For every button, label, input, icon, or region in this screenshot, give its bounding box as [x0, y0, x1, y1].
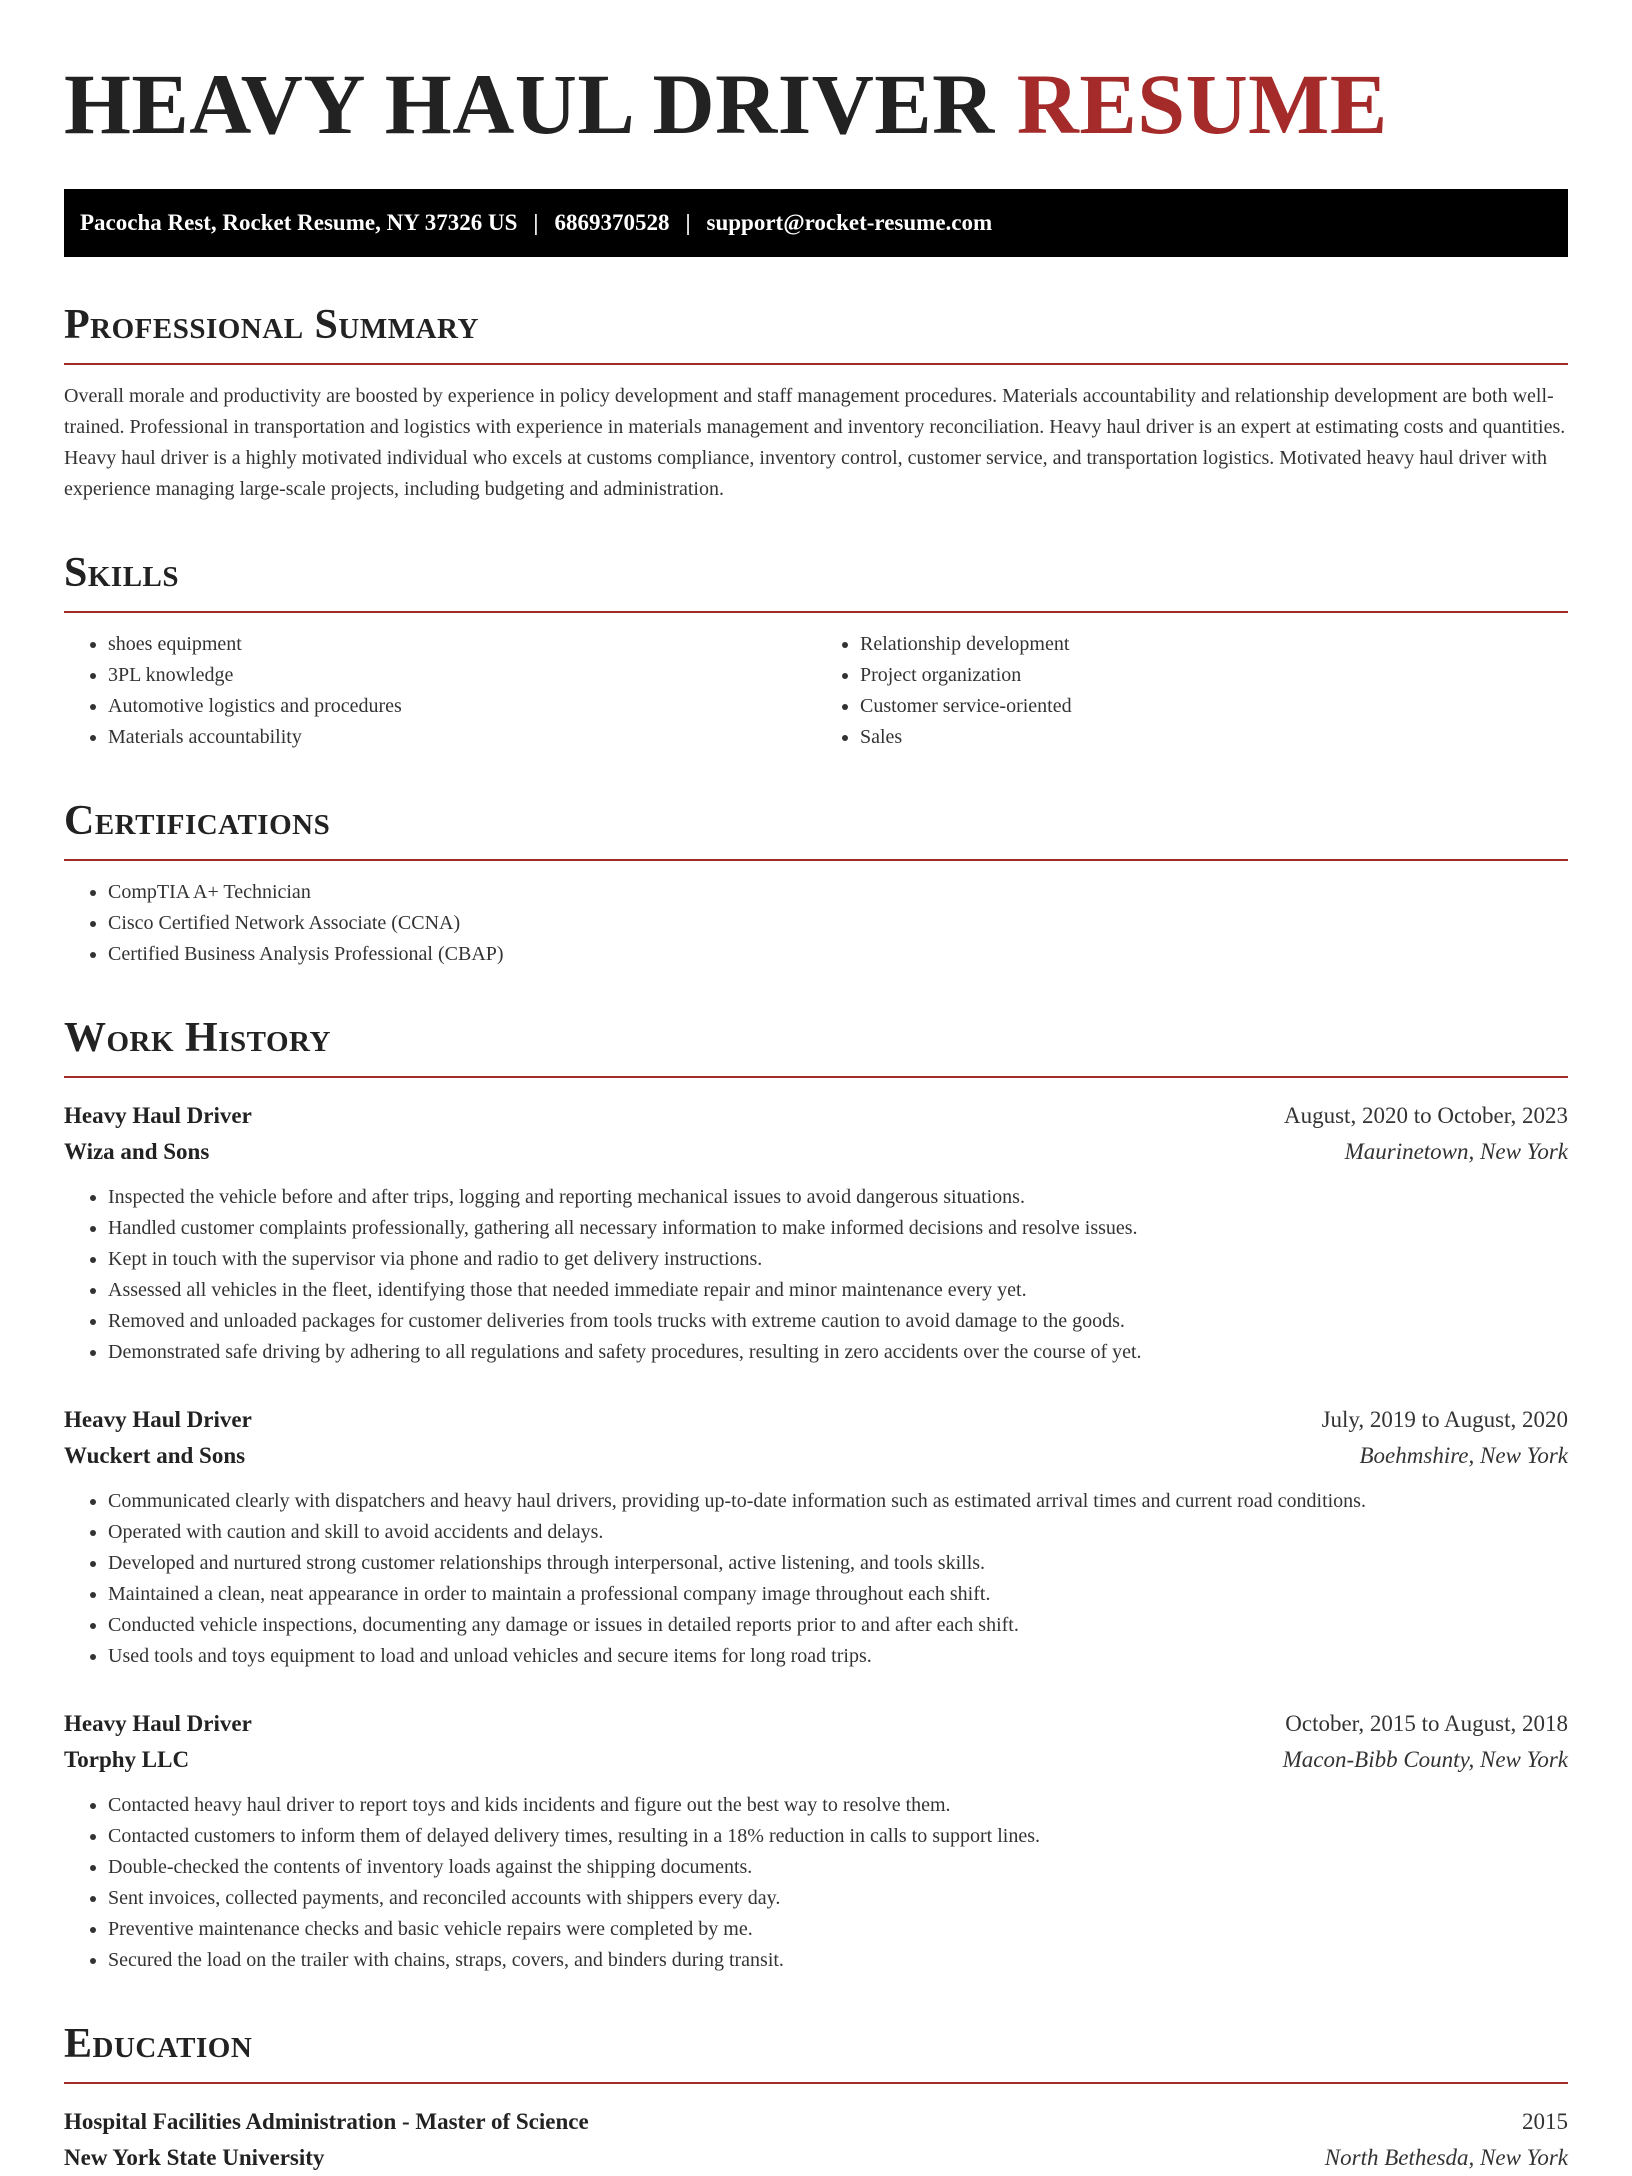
contact-address: Pacocha Rest, Rocket Resume, NY 37326 US: [80, 210, 518, 235]
job-duty-item: • Removed and unloaded packages for customer deliveries from tools trucks with extreme caution to avoid damage to the goods.: [108, 1306, 1568, 1337]
job-duty-item: • Contacted heavy haul driver to report toys and kids incidents and figure out the best way to resolve them.: [108, 1790, 1568, 1821]
job-duty-item: • Preventive maintenance checks and basic vehicle repairs were completed by me.: [108, 1914, 1568, 1945]
skill-item: • Project organization: [860, 660, 1568, 691]
education-entry: [64, 2104, 1568, 2176]
job-header-row: [64, 1402, 1568, 1438]
skill-item: • Automotive logistics and procedures: [108, 691, 816, 722]
job-duty-item: • Developed and nurtured strong customer relationships through interpersonal, active listening, and tools skills.: [108, 1548, 1568, 1579]
job-dates: October, 2015 to August, 2018: [1285, 1711, 1568, 1736]
skill-item: • Relationship development: [860, 629, 1568, 660]
job-duty-item: • Conducted vehicle inspections, documenting any damage or issues in detailed reports prior to and after each shift.: [108, 1610, 1568, 1641]
job-header-row: [64, 1706, 1568, 1742]
job-company-row: [64, 1742, 1568, 1778]
contact-phone: 6869370528: [554, 210, 670, 235]
section-heading: Certifications: [64, 798, 331, 844]
education-location: North Bethesda, New York: [1324, 2145, 1568, 2170]
section-divider: [64, 363, 1568, 365]
skills-section: [64, 549, 1568, 753]
job-duty-item: • Contacted customers to inform them of delayed delivery times, resulting in a 18% reduction in calls to support lines.: [108, 1821, 1568, 1852]
contact-separator: |: [533, 210, 539, 235]
job-entry: [64, 1402, 1568, 1672]
job-company-row: [64, 1438, 1568, 1474]
title-accent: RESUME: [1016, 56, 1388, 152]
skill-item: • 3PL knowledge: [108, 660, 816, 691]
job-location: Macon-Bibb County, New York: [1282, 1747, 1568, 1772]
job-dates: August, 2020 to October, 2023: [1284, 1103, 1568, 1128]
certifications-list: [64, 877, 1568, 970]
job-duty-item: • Double-checked the contents of inventory loads against the shipping documents.: [108, 1852, 1568, 1883]
section-divider: [64, 2082, 1568, 2084]
job-location: Maurinetown, New York: [1344, 1139, 1568, 1164]
job-duty-item: • Kept in touch with the supervisor via phone and radio to get delivery instructions.: [108, 1244, 1568, 1275]
contact-separator: |: [685, 210, 691, 235]
section-heading: Skills: [64, 550, 180, 596]
job-duty-item: • Used tools and toys equipment to load and unload vehicles and secure items for long road trips.: [108, 1641, 1568, 1672]
education-school-row: [64, 2140, 1568, 2176]
education-section: [64, 2020, 1568, 2176]
job-company-row: [64, 1134, 1568, 1170]
job-duties: [64, 1182, 1568, 1368]
job-company: Torphy LLC: [64, 1747, 190, 1772]
job-title: Heavy Haul Driver: [64, 1407, 252, 1432]
education-degree-row: [64, 2104, 1568, 2140]
job-entry: [64, 1098, 1568, 1368]
section-divider: [64, 859, 1568, 861]
section-divider: [64, 1076, 1568, 1078]
skill-item: • shoes equipment: [108, 629, 816, 660]
job-duty-item: • Handled customer complaints professionally, gathering all necessary information to make informed decisions and resolve issues.: [108, 1213, 1568, 1244]
section-heading: Work History: [64, 1015, 331, 1061]
title-main: HEAVY HAUL DRIVER: [64, 56, 995, 152]
summary-section: [64, 301, 1568, 505]
job-duty-item: • Communicated clearly with dispatchers and heavy haul drivers, providing up-to-date information such as estimated arrival times and current road conditions.: [108, 1486, 1568, 1517]
job-title: Heavy Haul Driver: [64, 1711, 252, 1736]
job-title: Heavy Haul Driver: [64, 1103, 252, 1128]
job-entry: [64, 1706, 1568, 1976]
skill-item: • Materials accountability: [108, 722, 816, 753]
contact-email: support@rocket-resume.com: [706, 210, 993, 235]
education-year: 2015: [1522, 2109, 1568, 2134]
job-duties: [64, 1790, 1568, 1976]
job-duty-item: • Assessed all vehicles in the fleet, identifying those that needed immediate repair and minor maintenance every yet.: [108, 1275, 1568, 1306]
skills-list-right: [816, 629, 1568, 753]
resume-title: [64, 58, 1568, 150]
job-dates: July, 2019 to August, 2020: [1321, 1407, 1568, 1432]
contact-bar: [64, 189, 1568, 257]
job-duty-item: • Demonstrated safe driving by adhering to all regulations and safety procedures, resulting in zero accidents over the course of yet.: [108, 1337, 1568, 1368]
job-duty-item: • Maintained a clean, neat appearance in order to maintain a professional company image throughout each shift.: [108, 1579, 1568, 1610]
education-school: New York State University: [64, 2145, 325, 2170]
job-header-row: [64, 1098, 1568, 1134]
skills-list-left: [64, 629, 816, 753]
skills-grid: [64, 629, 1568, 753]
job-duty-item: • Inspected the vehicle before and after trips, logging and reporting mechanical issues to avoid dangerous situations.: [108, 1182, 1568, 1213]
job-location: Boehmshire, New York: [1359, 1443, 1568, 1468]
job-duty-item: • Secured the load on the trailer with chains, straps, covers, and binders during transit.: [108, 1945, 1568, 1976]
job-company: Wiza and Sons: [64, 1139, 210, 1164]
certification-item: • Cisco Certified Network Associate (CCNA): [108, 908, 1568, 939]
job-company: Wuckert and Sons: [64, 1443, 246, 1468]
job-duty-item: • Operated with caution and skill to avoid accidents and delays.: [108, 1517, 1568, 1548]
certifications-section: [64, 797, 1568, 970]
certification-item: • CompTIA A+ Technician: [108, 877, 1568, 908]
job-duties: [64, 1486, 1568, 1672]
skill-item: • Customer service-oriented: [860, 691, 1568, 722]
section-heading: Education: [64, 2021, 253, 2067]
summary-text: Overall morale and productivity are boosted by experience in policy development and staff management procedures. Materials accountability and relationship development are both well-trained. Professional in transportation and logistics with experience in materials management and inventory reconciliation. Heavy haul driver is an expert at estimating costs and quantities. Heavy haul driver is a highly motivated individual who excels at customs compliance, inventory control, customer service, and transportation logistics. Motivated heavy haul driver with experience managing large-scale projects, including budgeting and administration.: [64, 385, 1566, 500]
section-divider: [64, 611, 1568, 613]
education-degree: Hospital Facilities Administration - Master of Science: [64, 2109, 589, 2134]
section-heading: Professional Summary: [64, 302, 479, 348]
job-duty-item: • Sent invoices, collected payments, and reconciled accounts with shippers every day.: [108, 1883, 1568, 1914]
work-history-section: [64, 1014, 1568, 1976]
certification-item: • Certified Business Analysis Professional (CBAP): [108, 939, 1568, 970]
skill-item: • Sales: [860, 722, 1568, 753]
